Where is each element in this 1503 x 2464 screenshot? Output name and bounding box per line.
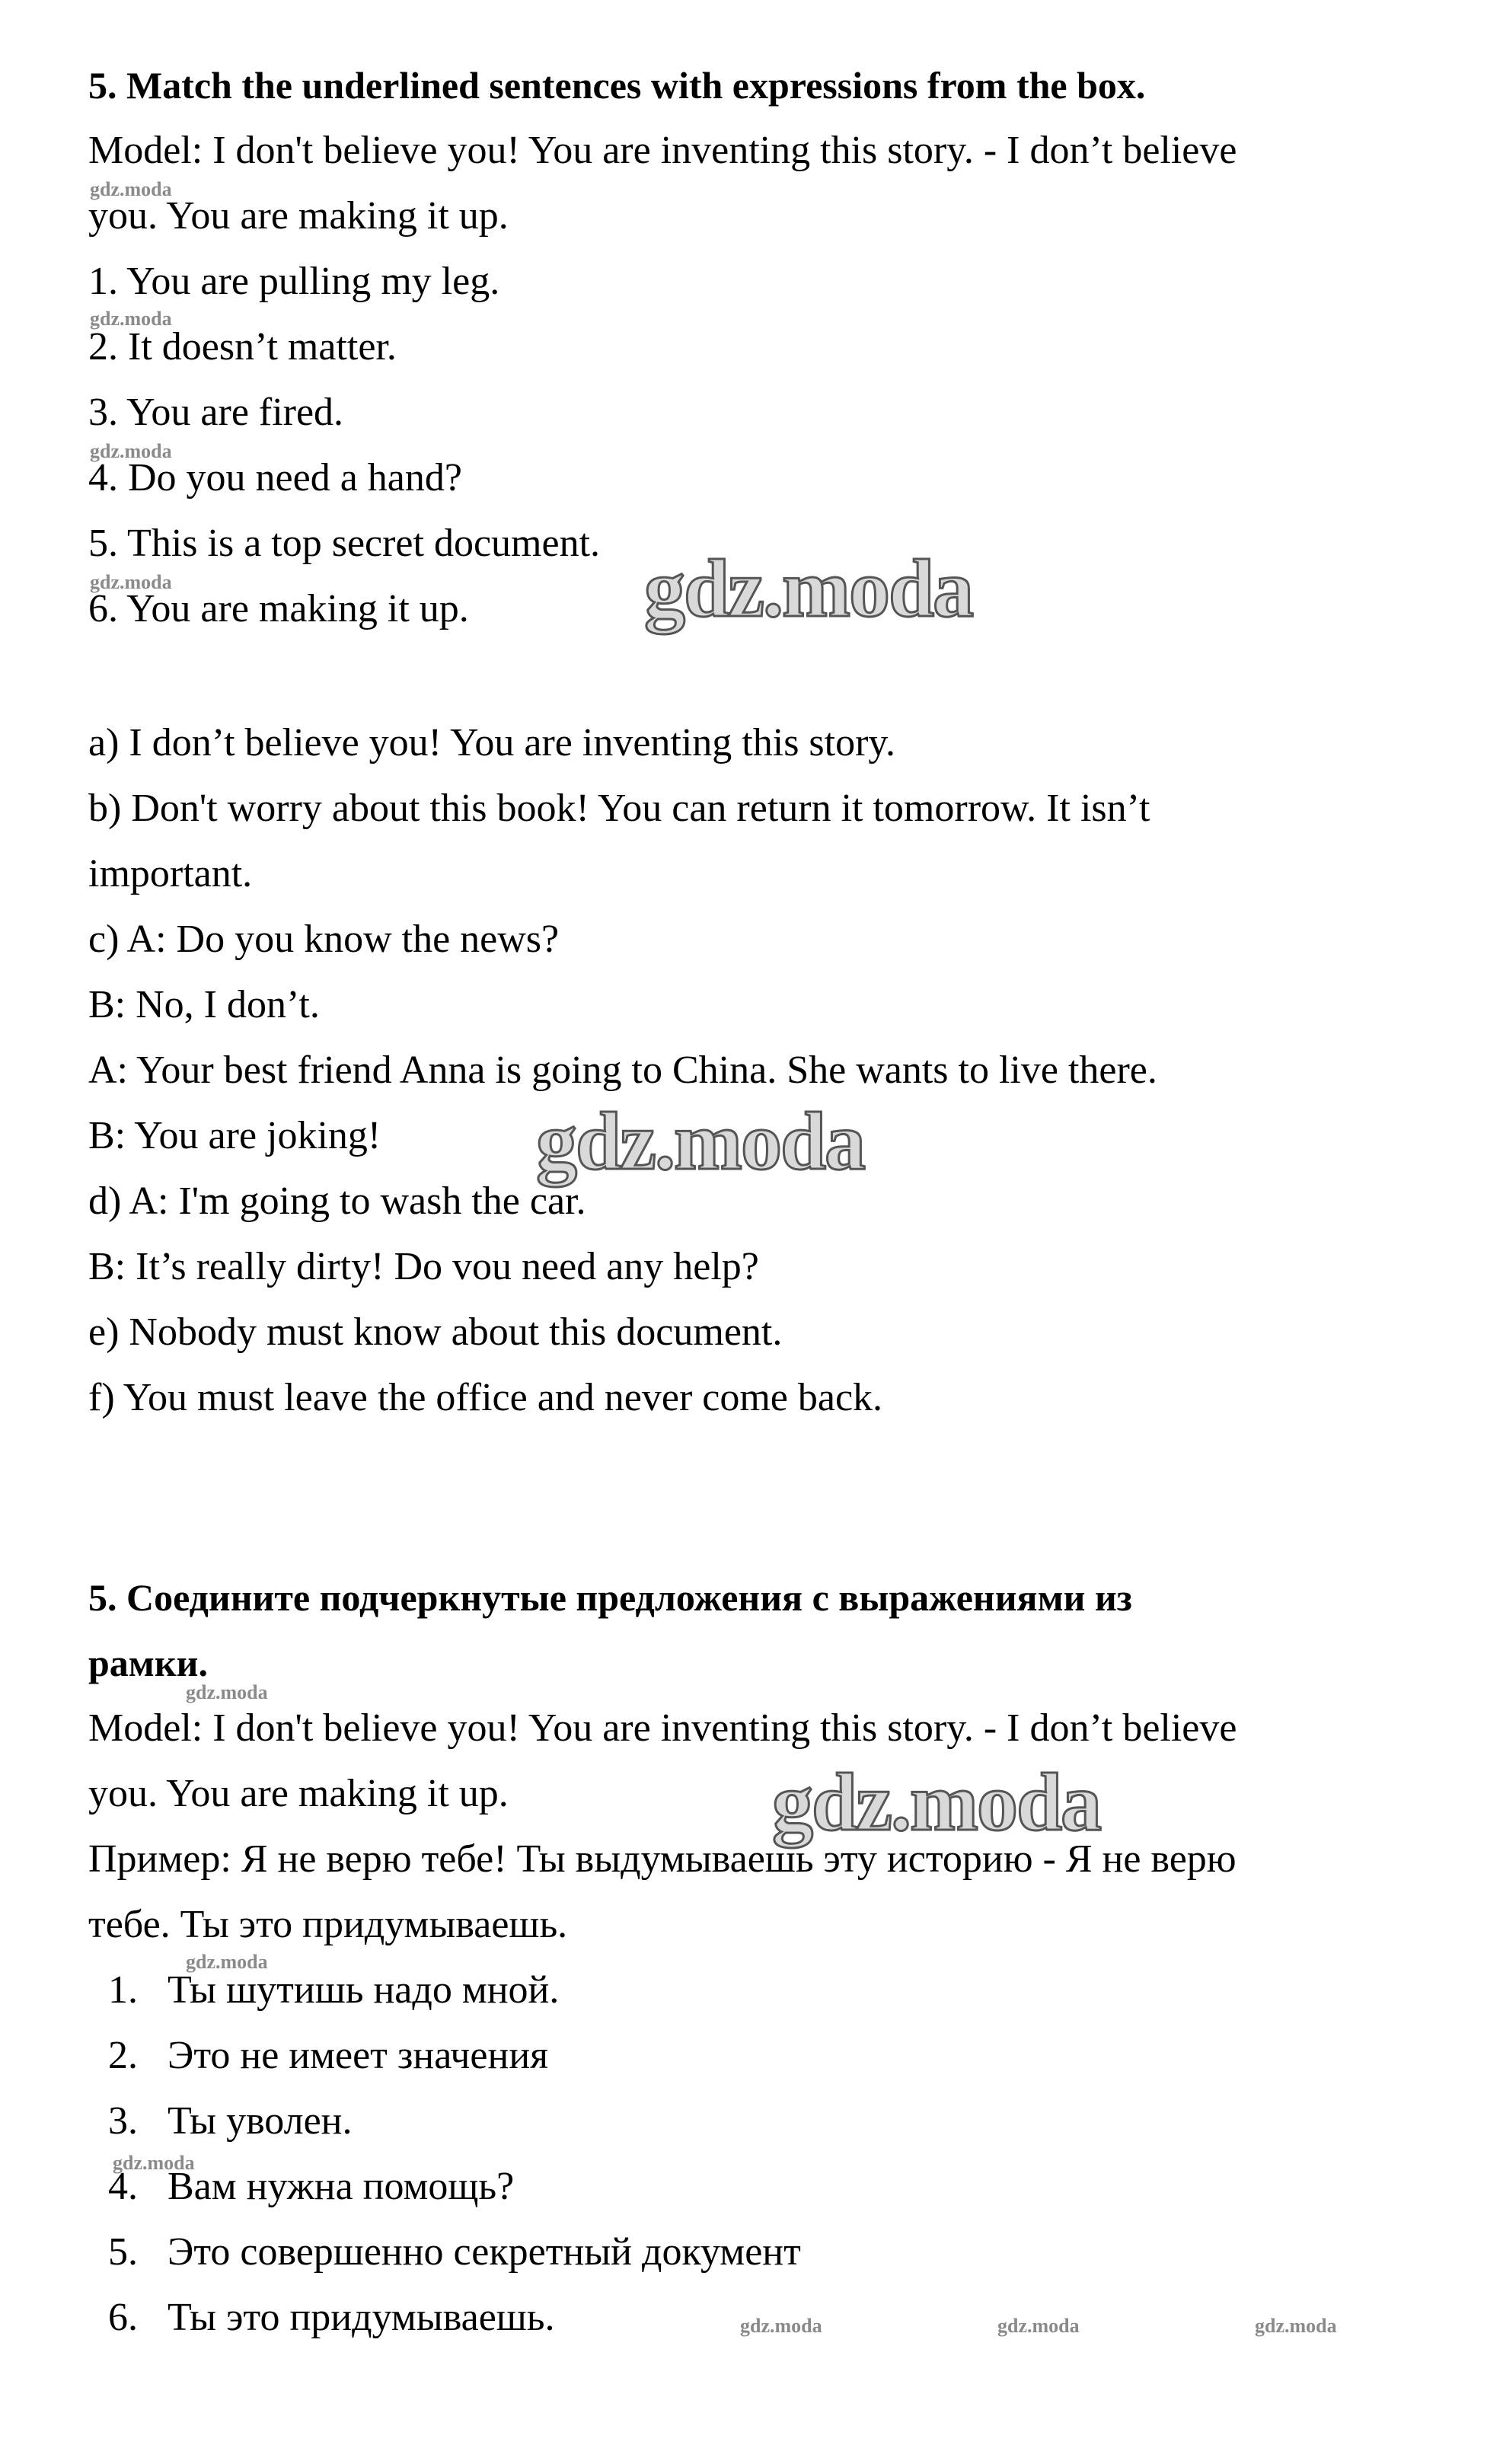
watermark-small: gdz.moda [740, 2315, 822, 2337]
list-text: Ты это придумываешь. [168, 2296, 555, 2339]
answer-line: A: Your best friend Anna is going to China. She wants to live there. [88, 1048, 1157, 1092]
list-item: 6. You are making it up. [88, 587, 469, 630]
model-line: you. You are making it up. [88, 1772, 509, 1815]
model-line: Model: I don't believe you! You are inventing this story. - I don’t believe [88, 129, 1237, 172]
list-number: 6. [108, 2296, 138, 2339]
list-item [108, 2099, 352, 2144]
watermark-small: gdz.moda [186, 1681, 268, 1703]
list-number: 3. [108, 2099, 138, 2143]
list-item [108, 2033, 548, 2079]
watermark-small: gdz.moda [90, 571, 172, 593]
answer-line: B: You are joking! [88, 1114, 381, 1157]
list-number: 1. [108, 1968, 138, 2012]
exercise-heading-ru: рамки. [88, 1642, 208, 1684]
list-text: Вам нужна помощь? [168, 2165, 515, 2208]
list-number: 2. [108, 2034, 138, 2077]
watermark-small: gdz.moda [90, 178, 172, 200]
list-item: 1. You are pulling my leg. [88, 260, 500, 303]
watermark-small: gdz.moda [1255, 2315, 1337, 2337]
watermark-small: gdz.moda [997, 2315, 1080, 2337]
list-number: 5. [108, 2230, 138, 2274]
list-item [108, 2295, 555, 2341]
example-line: Пример: Я не верю тебе! Ты выдумываешь эту историю - Я не верю [88, 1837, 1237, 1881]
exercise-heading-en: 5. Match the underlined sentences with expressions from the box. [88, 64, 1146, 107]
list-text: Ты уволен. [168, 2099, 353, 2143]
list-item: 2. It doesn’t matter. [88, 325, 397, 369]
answer-line: B: No, I don’t. [88, 983, 320, 1026]
answer-line: a) I don’t believe you! You are inventing this story. [88, 721, 896, 764]
list-item [108, 2229, 801, 2275]
watermark-large: gdz.moda [772, 1757, 1101, 1848]
answer-line: important. [88, 852, 253, 895]
answer-line: b) Don't worry about this book! You can return it tomorrow. It isn’t [88, 787, 1150, 830]
list-item: 3. You are fired. [88, 391, 344, 434]
list-item: 4. Do you need a hand? [88, 456, 462, 500]
answer-line: f) You must leave the office and never come back. [88, 1376, 883, 1419]
watermark-small: gdz.moda [113, 2152, 195, 2174]
watermark-small: gdz.moda [90, 440, 172, 462]
watermark-large: gdz.moda [644, 544, 973, 634]
watermark-small: gdz.moda [90, 308, 172, 330]
list-text: Это совершенно секретный документ [168, 2230, 801, 2274]
exercise-heading-ru: 5. Соедините подчеркнутые предложения с выражениями из [88, 1576, 1132, 1619]
example-line: тебе. Ты это придумываешь. [88, 1903, 568, 1946]
answer-line: e) Nobody must know about this document. [88, 1310, 783, 1354]
list-text: Ты шутишь надо мной. [168, 1968, 560, 2012]
answer-line: B: It’s really dirty! Do vou need any help? [88, 1245, 759, 1288]
answer-line: c) A: Do you know the news? [88, 918, 560, 961]
watermark-small: gdz.moda [186, 1951, 268, 1973]
list-number: 4. [108, 2165, 138, 2208]
list-item [108, 1968, 559, 2013]
model-line: Model: I don't believe you! You are inventing this story. - I don’t believe [88, 1706, 1237, 1750]
watermark-large: gdz.moda [536, 1096, 865, 1187]
model-line: you. You are making it up. [88, 194, 509, 238]
list-text: Это не имеет значения [168, 2034, 549, 2077]
list-item: 5. This is a top secret document. [88, 522, 601, 565]
answer-line: d) A: I'm going to wash the car. [88, 1179, 586, 1223]
